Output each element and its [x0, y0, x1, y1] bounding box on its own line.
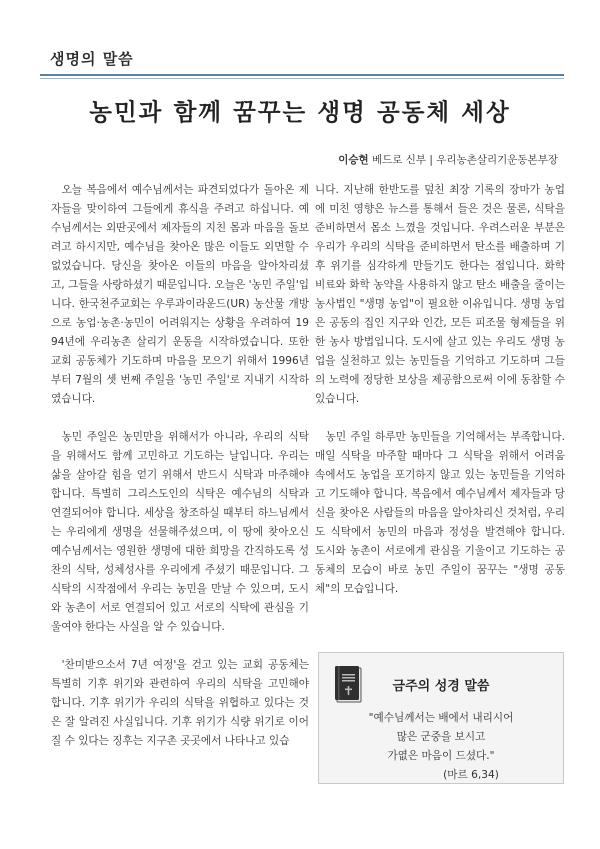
verse-text — [319, 709, 563, 785]
header-rule — [40, 74, 564, 76]
verse-box-title: 금주의 성경 말씀 — [392, 679, 490, 694]
weekly-verse-box — [318, 652, 564, 784]
byline-role: 베드로 신부 | 우리농촌살리기운동본부장 — [368, 154, 558, 166]
article-paragraph: 농민 주일은 농민만을 위해서가 아니라, 우리의 식탁을 위해서도 함께 고민하고 기도하는 날입니다. 우리는 삶을 살아갈 힘을 얻기 위해서 반드시 식탁과 마주해야 합니다. 특별히 그리스도인의 식탁은 예수님의 식탁과 연결되어야 합니다. 세상을 창조하실 때부터 하느님께서는 우리에게 생명을 선물해주셨으며, 이 땅에 찾아오신 예수님께서는 영원한 생명에 대한 희망을 간직하도록 성찬의 식탁, 성체성사를 우리에게 주셨기 때문입니다. 그 식탁의 시작점에서 우리는 농민을 만날 수 있으며, 도시와 농촌이 서로 연결되어 있고 서로의 식탁에 관심을 기울여야 한다는 사실을 알 수 있습니다. — [51, 431, 309, 633]
page-title: 농민과 함께 꿈꾸는 생명 공동체 세상 — [89, 98, 511, 126]
article-paragraph: 오늘 복음에서 예수님께서는 파견되었다가 돌아온 제자들을 맞이하여 그들에게 휴식을 주려고 하십니다. 예수님께서는 외딴곳에서 제자들의 지친 몸과 마음을 돌보려고 하시지만, 예수님을 찾아온 많은 이들도 외면할 수 없었습니다. 당신을 찾아온 이들의 마음을 알아차리셨고, 그들을 사랑하셨기 때문입니다. 오늘은 '농민 주일'입니다. 한국천주교회는 우루과이라운드(UR) 농산물 개방으로 농업·농촌·농민이 어려워지는 상황을 우려하여 1994년에 우리농촌 살리기 운동을 시작하였습니다. 또한 교회 공동체가 기도하며 마음을 모으기 위해서 1996년부터 7월의 셋 번째 주일을 '농민 주일'로 지내기 시작하였습니다. — [51, 184, 309, 405]
article-column-left — [51, 181, 309, 751]
article-paragraph: 농민 주일 하루만 농민들을 기억해서는 부족합니다. 매일 식탁을 마주할 때마다 그 식탁을 위해서 어려움 속에서도 농업을 포기하지 않고 있는 농민들을 기억하고 기도해야 합니다. 복음에서 예수님께서 제자들과 당신을 찾아온 사람들의 마음을 알아차리신 것처럼, 우리도 식탁에서 농민의 마음과 정성을 발견해야 합니다. 도시와 농촌이 서로에게 관심을 기울이고 기도하는 공동체의 모습이 바로 농민 주일이 꿈꾸는 "생명 공동체"의 모습입니다. — [315, 431, 565, 595]
verse-line: 가엾은 마음이 드셨다." — [387, 750, 495, 762]
verse-line: "예수님께서는 배에서 내리시어 — [368, 712, 514, 724]
verse-reference: (마르 6,34) — [443, 769, 499, 781]
verse-line: 많은 군중을 보시고 — [396, 731, 486, 743]
byline-author: 이승현 — [338, 154, 369, 166]
byline — [338, 152, 558, 167]
section-label: 생명의 말씀 — [50, 50, 134, 68]
article-column-right — [315, 181, 565, 599]
article-paragraph: '찬미받으소서 7년 여정'을 걷고 있는 교회 공동체는 특별히 기후 위기와 관련하여 우리의 식탁을 고민해야 합니다. 기후 위기가 우리의 식탁을 위협하고 있다는 것은 잘 알려진 사실입니다. 기후 위기가 식량 위기로 이어질 수 있다는 징후는 지구촌 곳곳에서 나타나고 있습 — [51, 659, 309, 747]
article-paragraph: 니다. 지난해 한반도를 덮친 최장 기록의 장마가 농업에 미친 영향은 뉴스를 통해서 들은 것은 물론, 식탁을 준비하면서 몸소 느꼈을 것입니다. 우려스러운 부분은 우리가 우리의 식탁을 준비하면서 탄소를 배출하며 기후 위기를 심각하게 만들기도 한다는 점입니다. 화학 비료와 화학 농약을 사용하지 않고 탄소 배출을 줄이는 농사법인 "생명 농업"이 필요한 이유입니다. 생명 농업은 공동의 집인 지구와 인간, 모든 피조물 형제들을 위한 농사 방법입니다. 도시에 살고 있는 우리도 생명 농업을 실천하고 있는 농민들을 기억하고 기도하며 그들의 노력에 정당한 보상을 제공함으로써 이에 동참할 수 있습니다. — [315, 184, 565, 405]
